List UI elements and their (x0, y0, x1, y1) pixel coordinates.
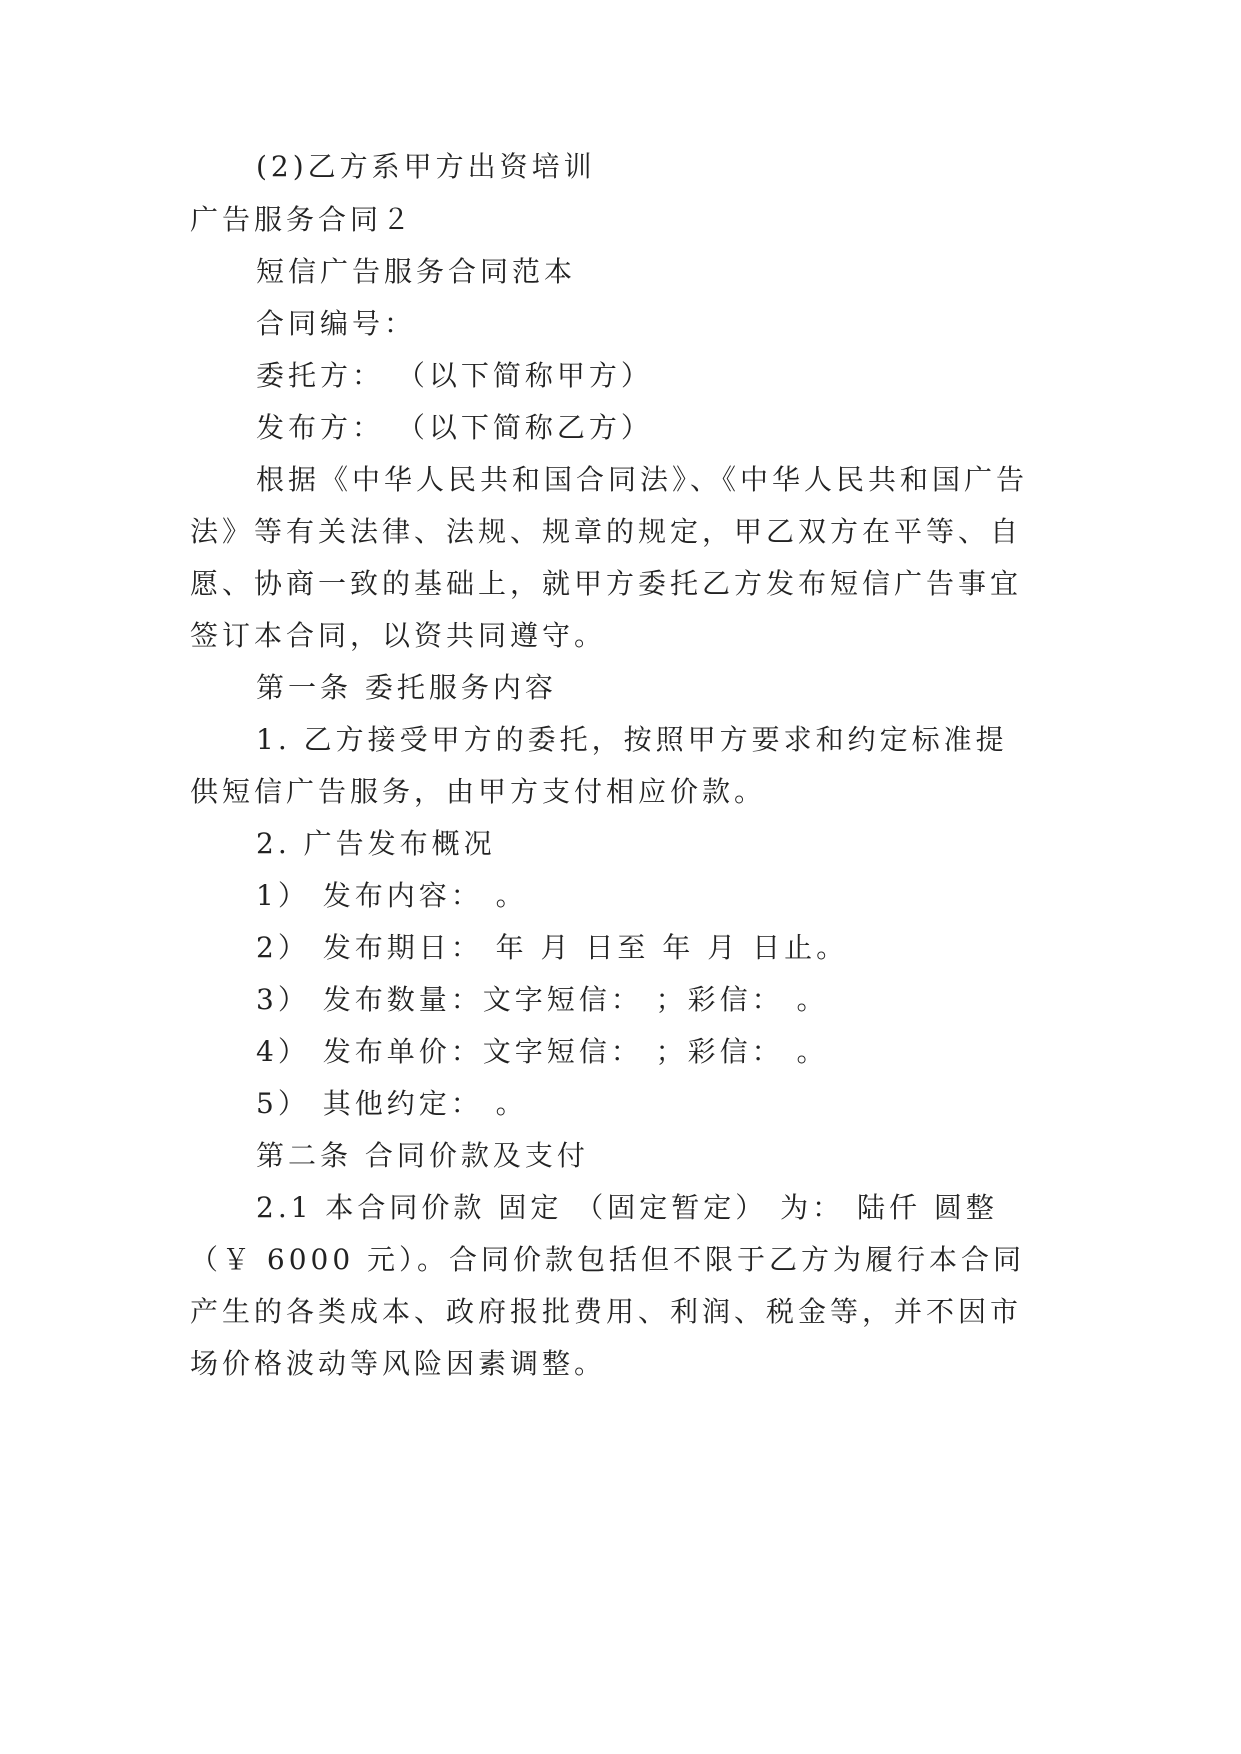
list-item: 3） 发布数量：文字短信： ；彩信： 。 (256, 983, 829, 1016)
paragraph-line: 2.1 本合同价款 固定 （固定暂定） 为： 陆仟 圆整 (256, 1191, 998, 1224)
paragraph-line: (2)乙方系甲方出资培训 (256, 150, 596, 183)
paragraph-line: 根据《中华人民共和国合同法》、《中华人民共和国广告 (256, 463, 1029, 496)
paragraph-line: 法》等有关法律、法规、规章的规定，甲乙双方在平等、自 (190, 515, 1023, 548)
contract-number-field: 合同编号： (256, 307, 417, 340)
list-item: 4） 发布单价：文字短信： ；彩信： 。 (256, 1035, 829, 1068)
document-title: 短信广告服务合同范本 (256, 255, 577, 288)
paragraph-line: 产生的各类成本、政府报批费用、利润、税金等，并不因市 (190, 1295, 1023, 1328)
paragraph-line: 愿、协商一致的基础上，就甲方委托乙方发布短信广告事宜 (190, 567, 1023, 600)
section-heading: 广告服务合同２ (190, 203, 415, 236)
article-heading: 第二条 合同价款及支付 (256, 1139, 589, 1172)
publisher-party-field: 发布方： （以下简称乙方） (256, 411, 653, 444)
article-heading: 第一条 委托服务内容 (256, 671, 557, 704)
paragraph-line: （￥ 6000 元）。合同价款包括但不限于乙方为履行本合同 (190, 1243, 1026, 1276)
client-party-field: 委托方： （以下简称甲方） (256, 359, 653, 392)
paragraph-line: 签订本合同，以资共同遵守。 (190, 619, 607, 652)
paragraph-line: 1. 乙方接受甲方的委托，按照甲方要求和约定标准提 (256, 723, 1008, 756)
list-item: 2） 发布期日： 年 月 日至 年 月 日止。 (256, 931, 849, 964)
paragraph-line: 供短信广告服务，由甲方支付相应价款。 (190, 775, 767, 808)
list-item: 5） 其他约定： 。 (256, 1087, 528, 1120)
paragraph-line: 2. 广告发布概况 (256, 827, 496, 860)
list-item: 1） 发布内容： 。 (256, 879, 528, 912)
paragraph-line: 场价格波动等风险因素调整。 (190, 1347, 607, 1380)
